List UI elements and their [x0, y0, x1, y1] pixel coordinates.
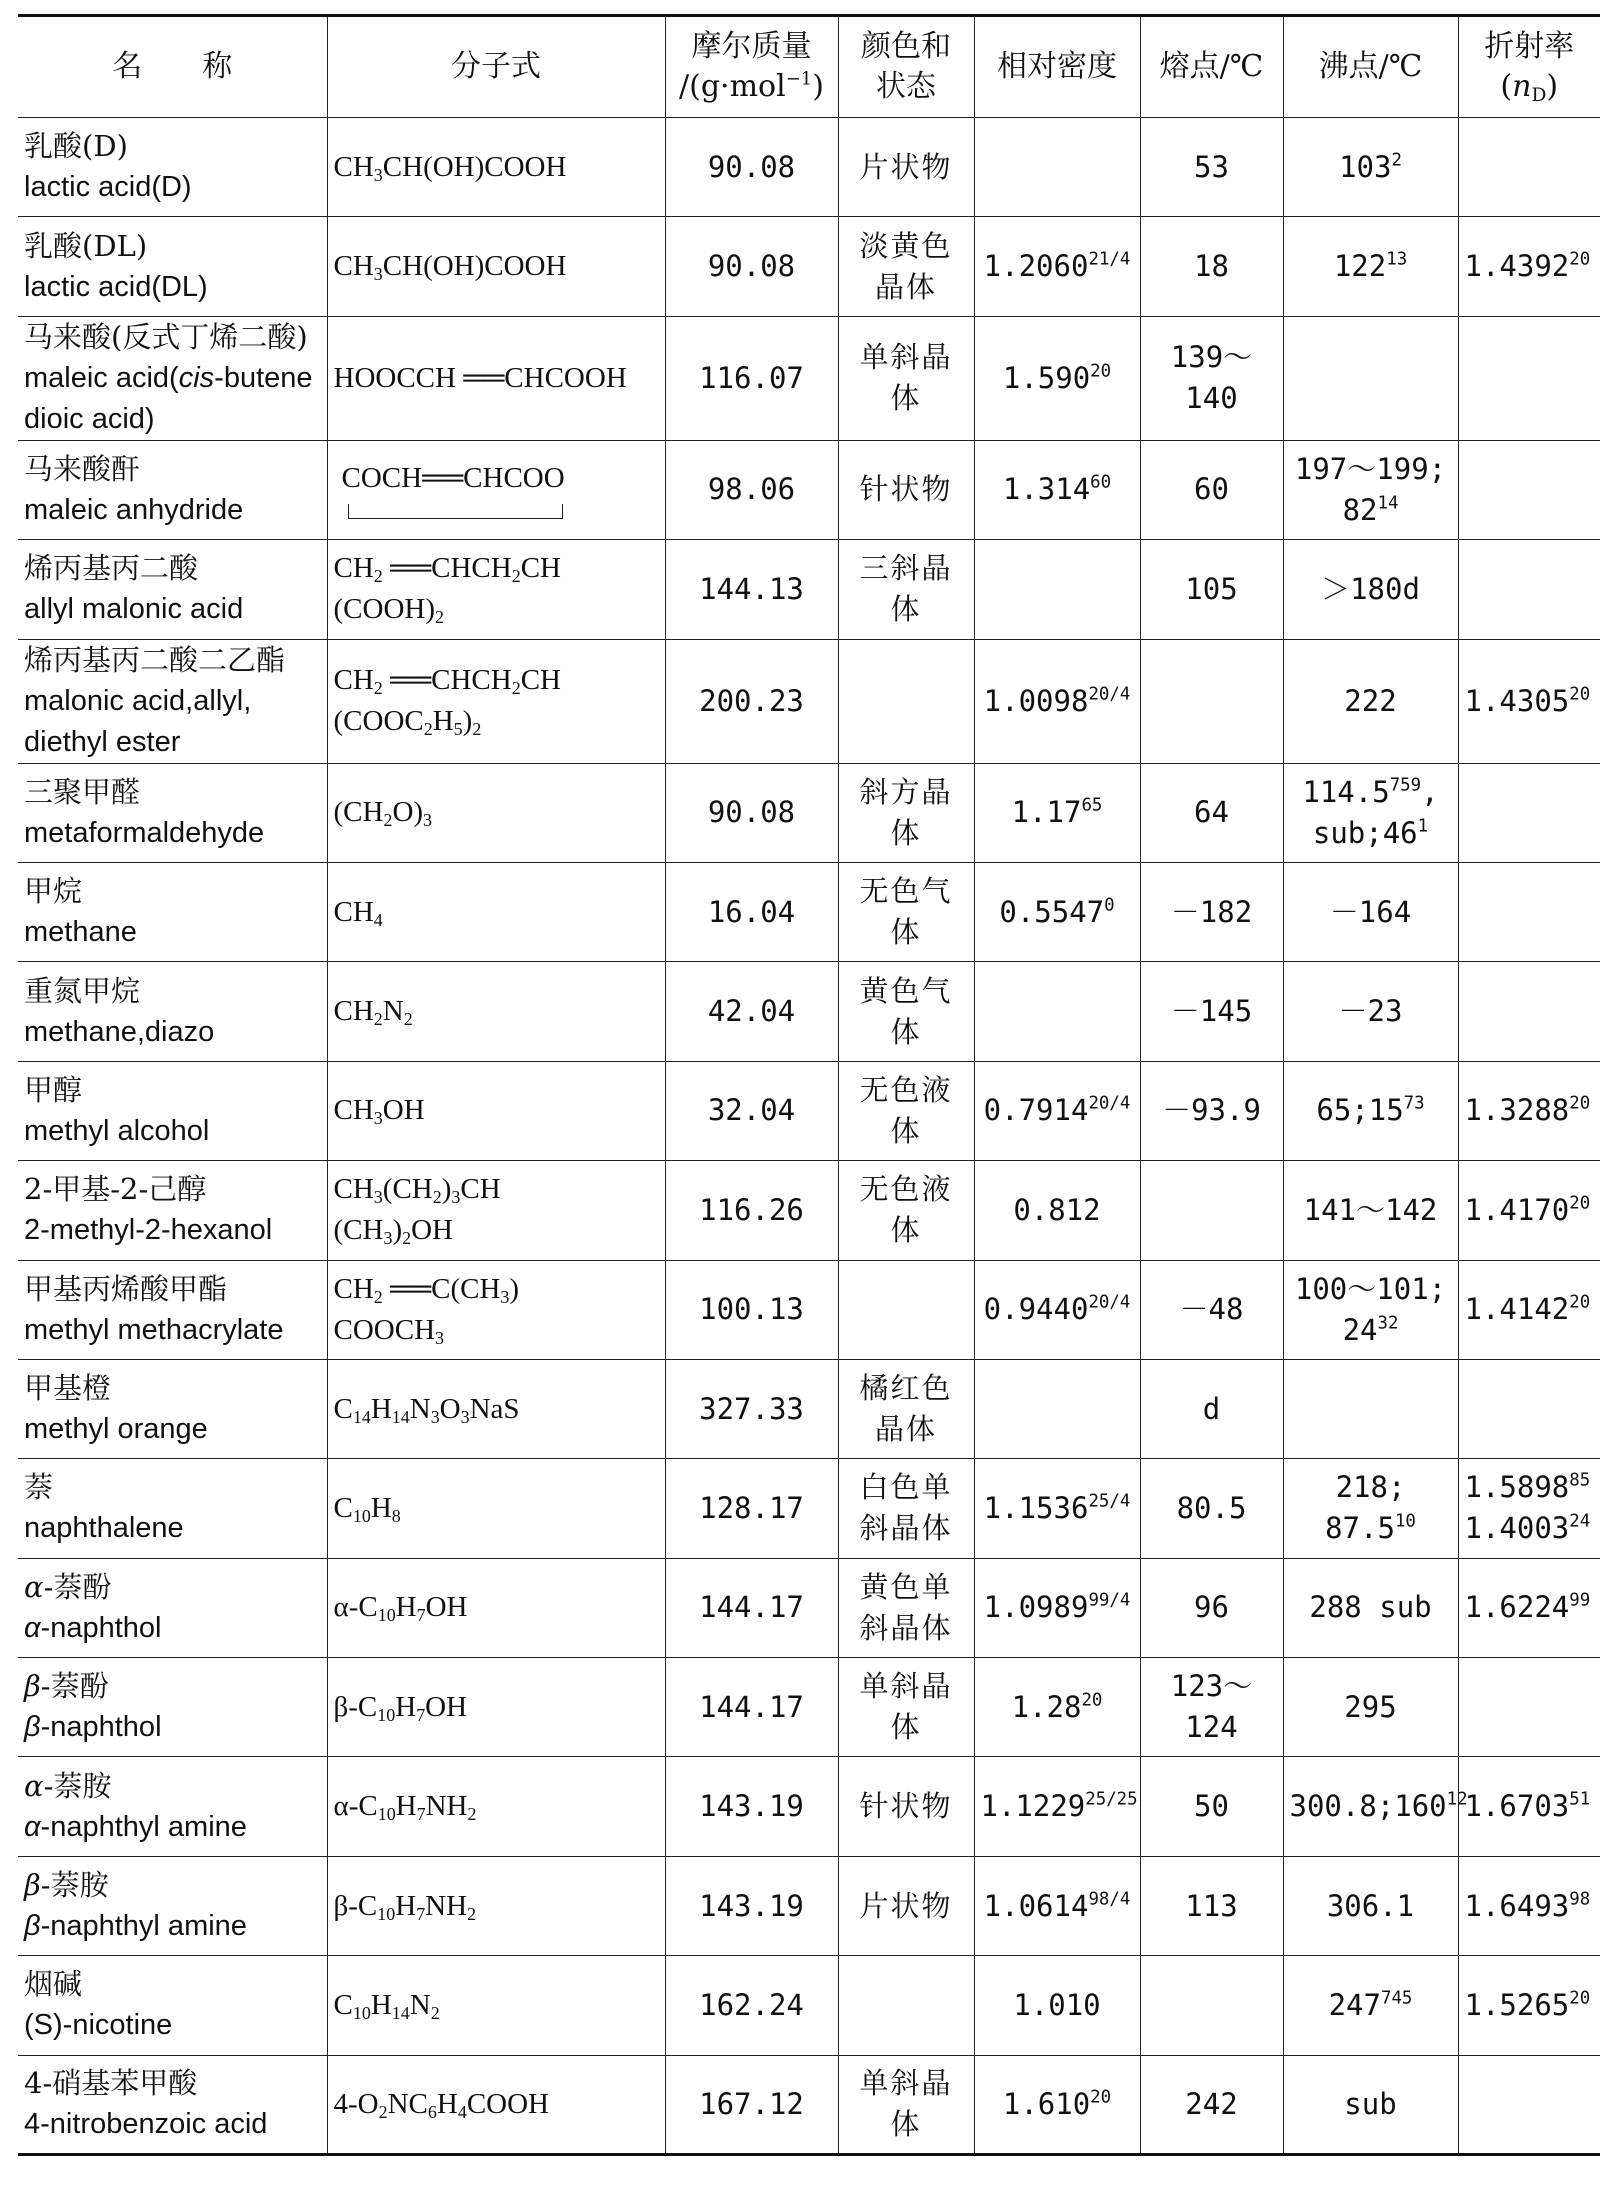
melting-point-cell: 60 [1140, 440, 1283, 539]
name-english: lactic acid(DL) [24, 270, 208, 303]
header-relative-density: 相对密度 [974, 16, 1140, 118]
density-cell: 1.010 [974, 1956, 1140, 2055]
refractive-index-cell [1458, 962, 1600, 1061]
boiling-point-cell: 306.1 [1283, 1856, 1458, 1955]
density-cell: 1.590$^{20}$ [974, 316, 1140, 440]
density-cell: 1.17$^{65}$ [974, 763, 1140, 862]
formula-cell: $CH_2N_2$ [327, 962, 665, 1061]
name-english: metaformaldehyde [24, 816, 265, 849]
compound-name-cell [18, 639, 327, 763]
density-cell: $1.1229^{25/25}$ [974, 1757, 1140, 1856]
melting-point-cell: 80.5 [1140, 1459, 1283, 1558]
header-boiling-point: 沸点/℃ [1283, 16, 1458, 118]
compound-name-cell [18, 118, 327, 217]
molar-mass-cell: 327.33 [665, 1359, 838, 1458]
name-english: maleic anhydride [24, 493, 244, 526]
compound-name-cell [18, 217, 327, 316]
refractive-index-cell: 1.4142$^{20}$ [1458, 1260, 1600, 1359]
melting-point-cell: d [1140, 1359, 1283, 1458]
compound-name-cell [18, 1359, 327, 1458]
boiling-point-cell: $65;15^{73}$ [1283, 1061, 1458, 1160]
molar-mass-cell: 162.24 [665, 1956, 838, 2055]
formula-cell: $C_{14}H_{14}N_3O_3NaS$ [327, 1359, 665, 1458]
header-color-state: 颜色和 状态 [838, 16, 974, 118]
table-row [18, 440, 1600, 539]
compound-name-cell [18, 1061, 327, 1160]
header-formula: 分子式 [327, 16, 665, 118]
name-english: naphthalene [24, 1512, 184, 1545]
refractive-index-cell: 1.4305$^{20}$ [1458, 639, 1600, 763]
boiling-point-cell: 222 [1283, 639, 1458, 763]
boiling-point-cell: sub [1283, 2055, 1458, 2154]
boiling-point-cell: $300.8;160^{12}$ [1283, 1757, 1458, 1856]
table-row [18, 1260, 1600, 1359]
state-cell: 无色气体 [838, 862, 974, 961]
density-cell: $1.0614^{98/4}$ [974, 1856, 1140, 1955]
name-english: lactic acid(D) [24, 171, 192, 204]
table-row [18, 763, 1600, 862]
name-chinese: 乳酸(D) [24, 129, 128, 164]
boiling-point-cell: －164 [1283, 862, 1458, 961]
header-melting-point: 熔点/℃ [1140, 16, 1283, 118]
state-cell: 无色液体 [838, 1161, 974, 1260]
table-row [18, 217, 1600, 316]
molar-mass-cell: 116.07 [665, 316, 838, 440]
table-row [18, 1856, 1600, 1955]
table-row [18, 1161, 1600, 1260]
compound-name-cell [18, 2055, 327, 2154]
molar-mass-cell: 16.04 [665, 862, 838, 961]
boiling-point-cell [1283, 1359, 1458, 1458]
boiling-point-cell: 141～142 [1283, 1161, 1458, 1260]
state-cell: 黄色单 斜晶体 [838, 1558, 974, 1657]
header-name: 名 称 [18, 16, 327, 118]
name-english: methyl orange [24, 1413, 208, 1446]
state-cell: 三斜晶体 [838, 540, 974, 639]
melting-point-cell: －145 [1140, 962, 1283, 1061]
state-cell: 针状物 [838, 440, 974, 539]
name-chinese: 2-甲基-2-己醇 [24, 1172, 207, 1207]
melting-point-cell: 50 [1140, 1757, 1283, 1856]
table-row [18, 540, 1600, 639]
formula-cell: $\alpha-C_{10}H_7NH_2$ [327, 1757, 665, 1856]
formula-cell: $\beta-C_{10}H_7OH$ [327, 1658, 665, 1757]
state-cell: 单斜晶体 [838, 1658, 974, 1757]
compound-name-cell [18, 862, 327, 961]
name-chinese: 萘 [24, 1470, 54, 1505]
table-row [18, 1459, 1600, 1558]
melting-point-cell [1140, 1161, 1283, 1260]
boiling-point-cell: $103^2$ [1283, 118, 1458, 217]
molar-mass-cell: 143.19 [665, 1757, 838, 1856]
boiling-point-cell: 100～101; $24^{32}$ [1283, 1260, 1458, 1359]
name-chinese: 烯丙基丙二酸二乙酯 [24, 642, 286, 677]
header-molar-mass: 摩尔质量 /(g·mol$^{-1}$) [665, 16, 838, 118]
header-row [18, 16, 1600, 118]
melting-point-cell: 64 [1140, 763, 1283, 862]
name-chinese: 马来酸酐 [24, 451, 141, 486]
refractive-index-cell: 1.6493$^{98}$ [1458, 1856, 1600, 1955]
name-english: (S)-nicotine [24, 2009, 173, 2042]
density-cell [974, 962, 1140, 1061]
name-english: maleic acid(cis-butene dioic acid) [24, 361, 313, 435]
compound-name-cell [18, 1856, 327, 1955]
molar-mass-cell: 42.04 [665, 962, 838, 1061]
state-cell [838, 639, 974, 763]
name-english: malonic acid,allyl, diethyl ester [24, 684, 252, 758]
name-english: 2-methyl-2-hexanol [24, 1214, 273, 1247]
melting-point-cell: 242 [1140, 2055, 1283, 2154]
formula-cell: $C_{10}H_{14}N_2$ [327, 1956, 665, 2055]
refractive-index-cell: 1.3288$^{20}$ [1458, 1061, 1600, 1160]
compound-name-cell [18, 1459, 327, 1558]
refractive-index-cell [1458, 118, 1600, 217]
properties-table [18, 14, 1600, 2156]
name-english: α-naphthol [24, 1611, 162, 1644]
formula-cell: $\beta-C_{10}H_7NH_2$ [327, 1856, 665, 1955]
molar-mass-cell: 32.04 [665, 1061, 838, 1160]
refractive-index-cell [1458, 440, 1600, 539]
name-chinese: 三聚甲醛 [24, 774, 141, 809]
table-row [18, 1956, 1600, 2055]
name-chinese: α-萘胺 [24, 1768, 112, 1803]
name-chinese: 甲基橙 [24, 1371, 112, 1406]
name-chinese: 甲烷 [24, 874, 83, 909]
table-row [18, 862, 1600, 961]
name-chinese: 烟碱 [24, 1967, 83, 2002]
melting-point-cell: 123～124 [1140, 1658, 1283, 1757]
boiling-point-cell: $247^{745}$ [1283, 1956, 1458, 2055]
boiling-point-cell: 295 [1283, 1658, 1458, 1757]
melting-point-cell: －48 [1140, 1260, 1283, 1359]
melting-point-cell: 18 [1140, 217, 1283, 316]
table-row [18, 2055, 1600, 2154]
density-cell: $0.9440^{20/4}$ [974, 1260, 1140, 1359]
compound-name-cell [18, 1658, 327, 1757]
compound-name-cell [18, 1161, 327, 1260]
density-cell: $1.1536^{25/4}$ [974, 1459, 1140, 1558]
compound-name-cell [18, 1956, 327, 2055]
formula-cell: $CH_3CH(OH)COOH$ [327, 217, 665, 316]
state-cell: 片状物 [838, 118, 974, 217]
name-english: β-naphthyl amine [24, 1910, 247, 1943]
melting-point-cell: 53 [1140, 118, 1283, 217]
melting-point-cell: 113 [1140, 1856, 1283, 1955]
melting-point-cell: －93.9 [1140, 1061, 1283, 1160]
refractive-index-cell [1458, 862, 1600, 961]
name-chinese: 重氮甲烷 [24, 973, 141, 1008]
compound-name-cell [18, 962, 327, 1061]
melting-point-cell: －182 [1140, 862, 1283, 961]
name-chinese: α-萘酚 [24, 1569, 112, 1604]
molar-mass-cell: 90.08 [665, 217, 838, 316]
density-cell: 0.812 [974, 1161, 1140, 1260]
refractive-index-cell: 1.5898$^{85}$ 1.4003$^{24}$ [1458, 1459, 1600, 1558]
boiling-point-cell: 197～199; $82^{14}$ [1283, 440, 1458, 539]
state-cell: 单斜晶体 [838, 2055, 974, 2154]
refractive-index-cell: 1.6224$^{99}$ [1458, 1558, 1600, 1657]
name-chinese: 乳酸(DL) [24, 228, 148, 263]
density-cell [974, 118, 1140, 217]
compound-name-cell [18, 1260, 327, 1359]
melting-point-cell: 139～140 [1140, 316, 1283, 440]
density-cell: $0.7914^{20/4}$ [974, 1061, 1140, 1160]
state-cell: 黄色气体 [838, 962, 974, 1061]
refractive-index-cell: 1.5265$^{20}$ [1458, 1956, 1600, 2055]
melting-point-cell: 96 [1140, 1558, 1283, 1657]
name-chinese: 马来酸(反式丁烯二酸) [24, 319, 308, 354]
compound-name-cell [18, 1558, 327, 1657]
name-chinese: β-萘酚 [24, 1669, 109, 1704]
boiling-point-cell: －23 [1283, 962, 1458, 1061]
name-english: methane,diazo [24, 1015, 215, 1048]
formula-cell: $C_{10}H_8$ [327, 1459, 665, 1558]
table-row [18, 1658, 1600, 1757]
name-chinese: 烯丙基丙二酸 [24, 551, 199, 586]
molar-mass-cell: 167.12 [665, 2055, 838, 2154]
density-cell: 1.610$^{20}$ [974, 2055, 1140, 2154]
molar-mass-cell: 144.17 [665, 1558, 838, 1657]
table-row [18, 1359, 1600, 1458]
state-cell: 淡黄色 晶体 [838, 217, 974, 316]
molar-mass-cell: 116.26 [665, 1161, 838, 1260]
molar-mass-cell: 100.13 [665, 1260, 838, 1359]
name-english: β-naphthol [24, 1711, 162, 1744]
state-cell: 单斜晶体 [838, 316, 974, 440]
formula-cell: HOOCCH ══CHCOOH [327, 316, 665, 440]
compound-name-cell [18, 440, 327, 539]
name-chinese: β-萘胺 [24, 1868, 109, 1903]
density-cell [974, 540, 1140, 639]
density-cell: $1.0989^{99/4}$ [974, 1558, 1140, 1657]
compound-name-cell [18, 540, 327, 639]
melting-point-cell: 105 [1140, 540, 1283, 639]
compound-name-cell [18, 1757, 327, 1856]
refractive-index-cell [1458, 763, 1600, 862]
formula-cell: $CH_4$ [327, 862, 665, 961]
density-cell: 0.5547$^0$ [974, 862, 1140, 961]
state-cell: 白色单 斜晶体 [838, 1459, 974, 1558]
name-english: methyl methacrylate [24, 1313, 284, 1346]
boiling-point-cell: $122^{13}$ [1283, 217, 1458, 316]
refractive-index-cell [1458, 2055, 1600, 2154]
state-cell: 斜方晶体 [838, 763, 974, 862]
molar-mass-cell: 128.17 [665, 1459, 838, 1558]
boiling-point-cell: ＞180d [1283, 540, 1458, 639]
state-cell: 片状物 [838, 1856, 974, 1955]
density-cell: $1.0098^{20/4}$ [974, 639, 1140, 763]
formula-cell: $CH_3OH$ [327, 1061, 665, 1160]
molar-mass-cell: 144.17 [665, 1658, 838, 1757]
table-row [18, 639, 1600, 763]
refractive-index-cell [1458, 1658, 1600, 1757]
table-row [18, 962, 1600, 1061]
state-cell: 橘红色 晶体 [838, 1359, 974, 1458]
name-english: methyl alcohol [24, 1114, 210, 1147]
formula-cell: $\alpha-C_{10}H_7OH$ [327, 1558, 665, 1657]
refractive-index-cell [1458, 1359, 1600, 1458]
melting-point-cell [1140, 639, 1283, 763]
molar-mass-cell: 98.06 [665, 440, 838, 539]
refractive-index-cell [1458, 316, 1600, 440]
name-english: α-naphthyl amine [24, 1810, 247, 1843]
density-cell [974, 1359, 1140, 1458]
state-cell [838, 1956, 974, 2055]
refractive-index-cell: 1.4170$^{20}$ [1458, 1161, 1600, 1260]
molar-mass-cell: 200.23 [665, 639, 838, 763]
molar-mass-cell: 90.08 [665, 118, 838, 217]
refractive-index-cell: 1.6703$^{51}$ [1458, 1757, 1600, 1856]
boiling-point-cell: 114.5$^{759}$, $sub;46^1$ [1283, 763, 1458, 862]
name-chinese: 甲基丙烯酸甲酯 [24, 1271, 228, 1306]
compound-name-cell [18, 763, 327, 862]
molar-mass-cell: 143.19 [665, 1856, 838, 1955]
molar-mass-cell: 90.08 [665, 763, 838, 862]
refractive-index-cell: 1.4392$^{20}$ [1458, 217, 1600, 316]
formula-cell: $CH_2$ $══CHCH_2CH$ $(COOH)_2$ [327, 540, 665, 639]
density-cell: 1.314$^{60}$ [974, 440, 1140, 539]
formula-cell: $CH_3(CH_2)_3CH$ $(CH_3)_2OH$ [327, 1161, 665, 1260]
table-row [18, 1757, 1600, 1856]
melting-point-cell [1140, 1956, 1283, 2055]
header-refractive-index: 折射率 $(n_D)$ [1458, 16, 1600, 118]
density-cell: $1.2060^{21/4}$ [974, 217, 1140, 316]
state-cell [838, 1260, 974, 1359]
state-cell: 无色液体 [838, 1061, 974, 1160]
refractive-index-cell [1458, 540, 1600, 639]
table-row [18, 1061, 1600, 1160]
boiling-point-cell: 218; 87.5$^{10}$ [1283, 1459, 1458, 1558]
compound-name-cell [18, 316, 327, 440]
name-chinese: 4-硝基苯甲酸 [24, 2066, 198, 2101]
table-row [18, 118, 1600, 217]
name-english: allyl malonic acid [24, 593, 244, 626]
name-english: methane [24, 916, 137, 949]
boiling-point-cell [1283, 316, 1458, 440]
molar-mass-cell: 144.13 [665, 540, 838, 639]
state-cell: 针状物 [838, 1757, 974, 1856]
formula-cell: $CH_2$ $══CHCH_2CH$ $(COOC_2H_5)_2$ [327, 639, 665, 763]
name-english: 4-nitrobenzoic acid [24, 2108, 268, 2141]
formula-cell: $4-O_2NC_6H_4COOH$ [327, 2055, 665, 2154]
density-cell: 1.28$^{20}$ [974, 1658, 1140, 1757]
formula-cell: $(CH_2O)_3$ [327, 763, 665, 862]
formula-cell: $CH_2$ $══C(CH_3)$ $COOCH_3$ [327, 1260, 665, 1359]
boiling-point-cell: 288 sub [1283, 1558, 1458, 1657]
formula-cell: $CH_3CH(OH)COOH$ [327, 118, 665, 217]
table-row [18, 316, 1600, 440]
name-chinese: 甲醇 [24, 1072, 83, 1107]
formula-cell: COCH══CHCOO [327, 440, 665, 539]
table-row [18, 1558, 1600, 1657]
